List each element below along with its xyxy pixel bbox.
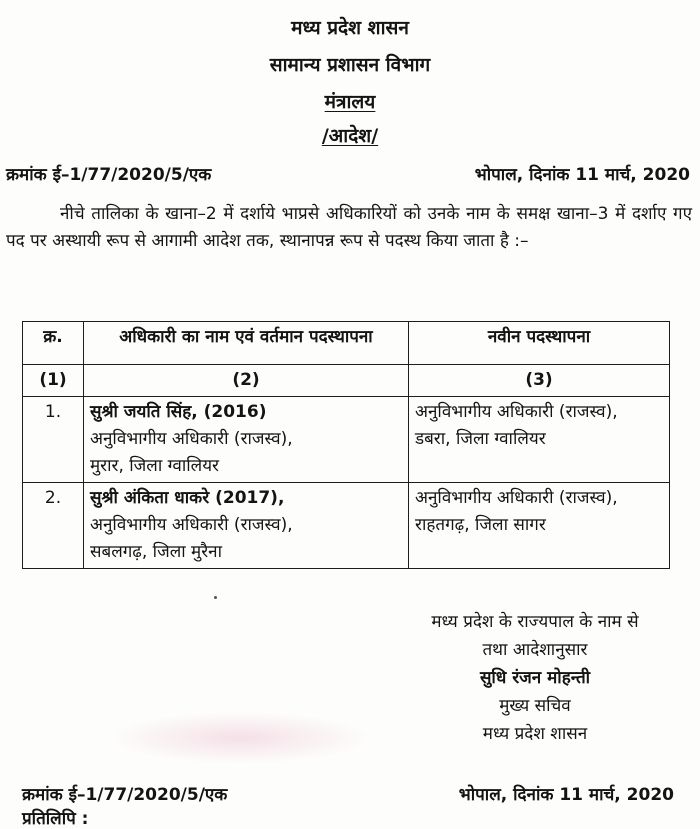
officer-cell (84, 397, 409, 483)
table-column-number-row (23, 365, 670, 397)
signature-block (390, 608, 680, 748)
ink-smudge (110, 712, 370, 764)
posting-table (22, 321, 670, 569)
officer-name: सुश्री अंकिता धाकरे (2017), (90, 488, 285, 508)
officer-cell (84, 483, 409, 569)
signature-line-2: तथा आदेशानुसार (482, 640, 588, 660)
table-row (23, 483, 670, 569)
scan-speck (214, 596, 217, 599)
order-body-text: नीचे तालिका के खाना–2 में दर्शाये भाप्रसे अधिकारियों को उनके नाम के समक्ष खाना–3 में दर्शाए गए पद पर अस्थायी रूप से आगामी आदेश तक, स्थानापन्न रूप से पदस्थ किया जाता है :– (6, 204, 692, 251)
officer-name: सुश्री जयति सिंह, (2016) (90, 402, 267, 422)
reference-number-bottom: क्रमांक ई–1/77/2020/5/एक (22, 785, 228, 805)
new-post: अनुविभागीय अधिकारी (राजस्व), (415, 488, 618, 508)
header-department: सामान्य प्रशासन विभाग (269, 54, 431, 76)
current-post: अनुविभागीय अधिकारी (राजस्व), (90, 515, 293, 535)
table-row (23, 397, 670, 483)
current-place: मुरार, जिला ग्वालियर (90, 456, 220, 476)
current-place: सबलगढ़, जिला मुरैना (90, 542, 222, 562)
reference-place-date-bottom: भोपाल, दिनांक 11 मार्च, 2020 (458, 785, 674, 805)
header-officer: अधिकारी का नाम एवं वर्तमान पदस्थापना (84, 322, 409, 365)
new-post: अनुविभागीय अधिकारी (राजस्व), (415, 402, 618, 422)
table-header-row (23, 322, 670, 365)
row-serial: 2. (23, 483, 84, 569)
new-place: राहतगढ़, जिला सागर (415, 515, 546, 535)
header-order-title: /आदेश/ (321, 125, 379, 147)
header-serial: क्र. (23, 322, 84, 365)
new-posting-cell (409, 483, 670, 569)
signatory-designation: मुख्य सचिव (499, 696, 571, 716)
header-government: मध्य प्रदेश शासन (291, 17, 409, 39)
current-post: अनुविभागीय अधिकारी (राजस्व), (90, 429, 293, 449)
signature-line-1: मध्य प्रदेश के राज्यपाल के नाम से (431, 612, 639, 632)
order-body-paragraph (6, 201, 692, 255)
column-number-1: (1) (23, 365, 84, 397)
new-posting-cell (409, 397, 670, 483)
copy-to-heading: प्रतिलिपि : (22, 809, 89, 829)
header-ministry: मंत्रालय (324, 91, 376, 113)
header-order-wrap (0, 122, 700, 148)
reference-place-date: भोपाल, दिनांक 11 मार्च, 2020 (474, 165, 690, 185)
signatory-office: मध्य प्रदेश शासन (482, 724, 588, 744)
signatory-name: सुधि रंजन मोहन्ती (479, 668, 591, 688)
header-new-posting: नवीन पदस्थापना (409, 322, 670, 365)
reference-number: क्रमांक ई–1/77/2020/5/एक (6, 165, 212, 185)
header-ministry-wrap (0, 88, 700, 114)
column-number-2: (2) (84, 365, 409, 397)
new-place: डबरा, जिला ग्वालियर (415, 429, 546, 449)
column-number-3: (3) (409, 365, 670, 397)
row-serial: 1. (23, 397, 84, 483)
